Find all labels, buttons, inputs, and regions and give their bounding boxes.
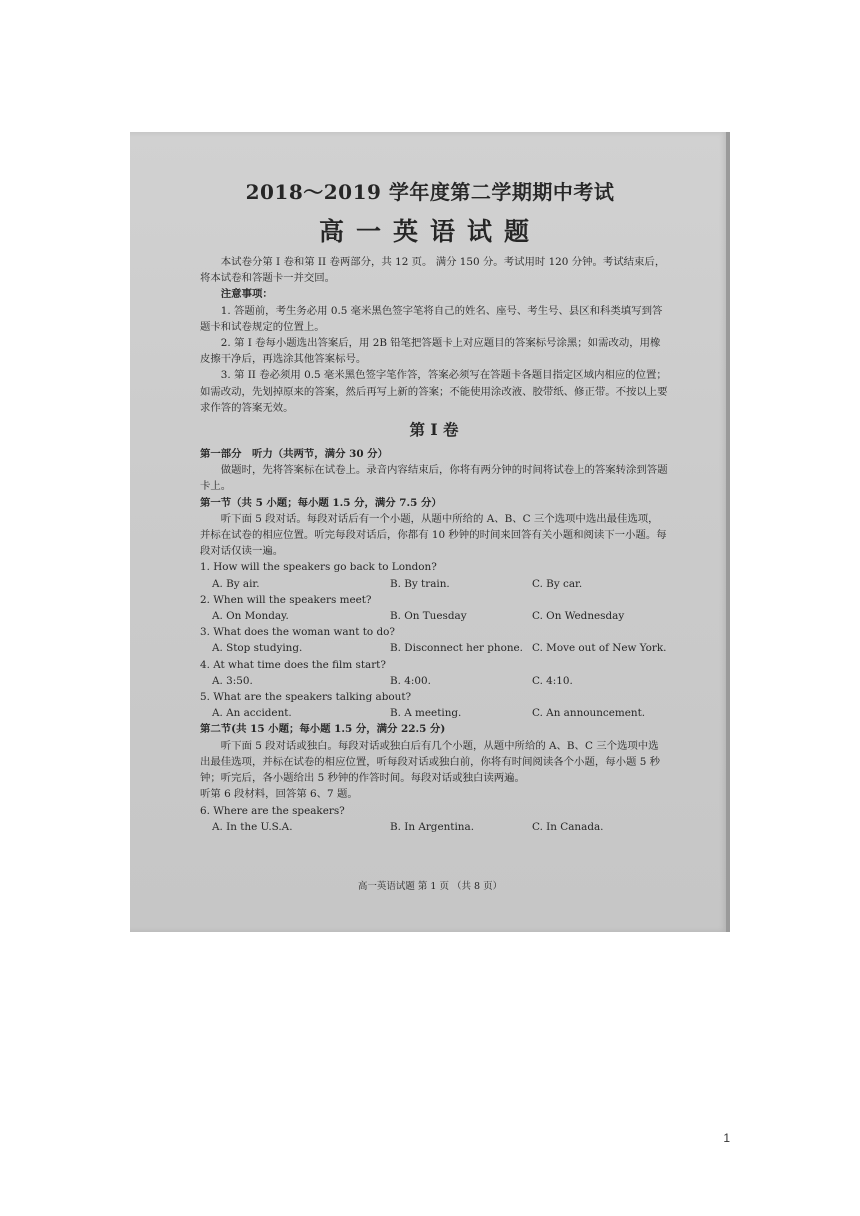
question-text: 4. At what time does the film start? [200, 658, 386, 671]
note-1: 1. 答题前，考生务必用 0.5 毫米黑色签字笔将自己的姓名、座号、考生号、县区和科类填写到答题卡和试卷规定的位置上。 [200, 304, 663, 333]
part1-heading: 第一部分 听力（共两节，满分 30 分） [200, 448, 388, 461]
section2-instructions: 听下面 5 段对话或独白。每段对话或独白后有几个小题，从题中所给的 A、B、C 三个选项中选出最佳选项，并标在试卷的相应位置，听每段对话或独白前，你将有时间阅读各个小题，每小题 5 秒钟；听完后，各小题给出 5 秒钟的作答时间。每段对话或独白读两遍。 [200, 739, 661, 785]
option-c: C. On Wednesday [532, 610, 625, 623]
option-b: B. A meeting. [390, 707, 462, 720]
option-a: A. In the U.S.A. [212, 820, 293, 833]
question-text: 3. What does the woman want to do? [200, 626, 395, 639]
notes-heading: 注意事项： [220, 288, 273, 301]
option-b: B. 4:00. [390, 674, 431, 687]
option-b: B. Disconnect her phone. [390, 642, 523, 655]
question-text: 5. What are the speakers talking about? [200, 691, 412, 704]
question-2 [200, 592, 668, 624]
option-c: C. An announcement. [532, 707, 646, 720]
option-c: C. In Canada. [532, 820, 604, 833]
exam-title: 2018～2019 学年度第二学期期中考试 [245, 180, 615, 204]
exam-footer: 高一英语试题 第 1 页 （共 8 页） [357, 881, 503, 892]
option-c: C. Move out of New York. [532, 642, 667, 655]
option-a: A. 3:50. [212, 674, 253, 687]
section1-instructions: 听下面 5 段对话。每段对话后有一个小题，从题中所给的 A、B、C 三个选项中选出最佳选项，并标在试卷的相应位置。听完每段对话后，你都有 10 秒钟的时间来回答有关小题和阅读下一小题。每段对话仅读一遍。 [200, 512, 667, 558]
question-text: 2. When will the speakers meet? [200, 593, 372, 606]
exam-page-photo [130, 132, 730, 932]
section1-heading: 第一节（共 5 小题；每小题 1.5 分，满分 7.5 分） [200, 496, 442, 509]
option-c: C. 4:10. [532, 674, 573, 687]
exam-content [200, 254, 668, 835]
option-a: A. Stop studying. [212, 642, 303, 655]
question-1 [200, 559, 668, 591]
part1-instructions: 做题时，先将答案标在试卷上。录音内容结束后，你将有两分钟的时间将试卷上的答案转涂到答题卡上。 [200, 464, 668, 493]
question-3 [200, 624, 668, 656]
option-b: B. In Argentina. [390, 820, 474, 833]
question-6 [200, 803, 668, 835]
material-6-instruction: 听第 6 段材料，回答第 6、7 题。 [200, 788, 358, 801]
note-2: 2. 第 I 卷每小题选出答案后，用 2B 铅笔把答题卡上对应题目的答案标号涂黑；如需改动，用橡皮擦干净后，再选涂其他答案标号。 [200, 337, 661, 366]
option-a: A. By air. [212, 577, 260, 590]
option-b: B. On Tuesday [390, 610, 467, 623]
page-number: 1 [723, 1131, 730, 1145]
option-b: B. By train. [390, 577, 450, 590]
volume-heading: 第 I 卷 [409, 420, 459, 440]
question-4 [200, 657, 668, 689]
option-a: A. An accident. [212, 707, 292, 720]
exam-intro: 本试卷分第 I 卷和第 II 卷两部分，共 12 页。 满分 150 分。考试用时 120 分钟。考试结束后，将本试卷和答题卡一并交回。 [200, 256, 666, 285]
question-text: 1. How will the speakers go back to London? [200, 561, 437, 574]
question-text: 6. Where are the speakers? [200, 804, 345, 817]
question-5 [200, 689, 668, 721]
option-c: C. By car. [532, 577, 583, 590]
option-a: A. On Monday. [212, 610, 289, 623]
section2-heading: 第二节(共 15 小题；每小题 1.5 分，满分 22.5 分) [200, 723, 446, 736]
note-3: 3. 第 II 卷必须用 0.5 毫米黑色签字笔作答，答案必须写在答题卡各题目指定区域内相应的位置；如需改动，先划掉原来的答案，然后再写上新的答案；不能使用涂改液、胶带纸、修正带。不按以上要求作答的答案无效。 [200, 369, 668, 414]
exam-subject-title: 高一英语试题 [318, 217, 541, 246]
